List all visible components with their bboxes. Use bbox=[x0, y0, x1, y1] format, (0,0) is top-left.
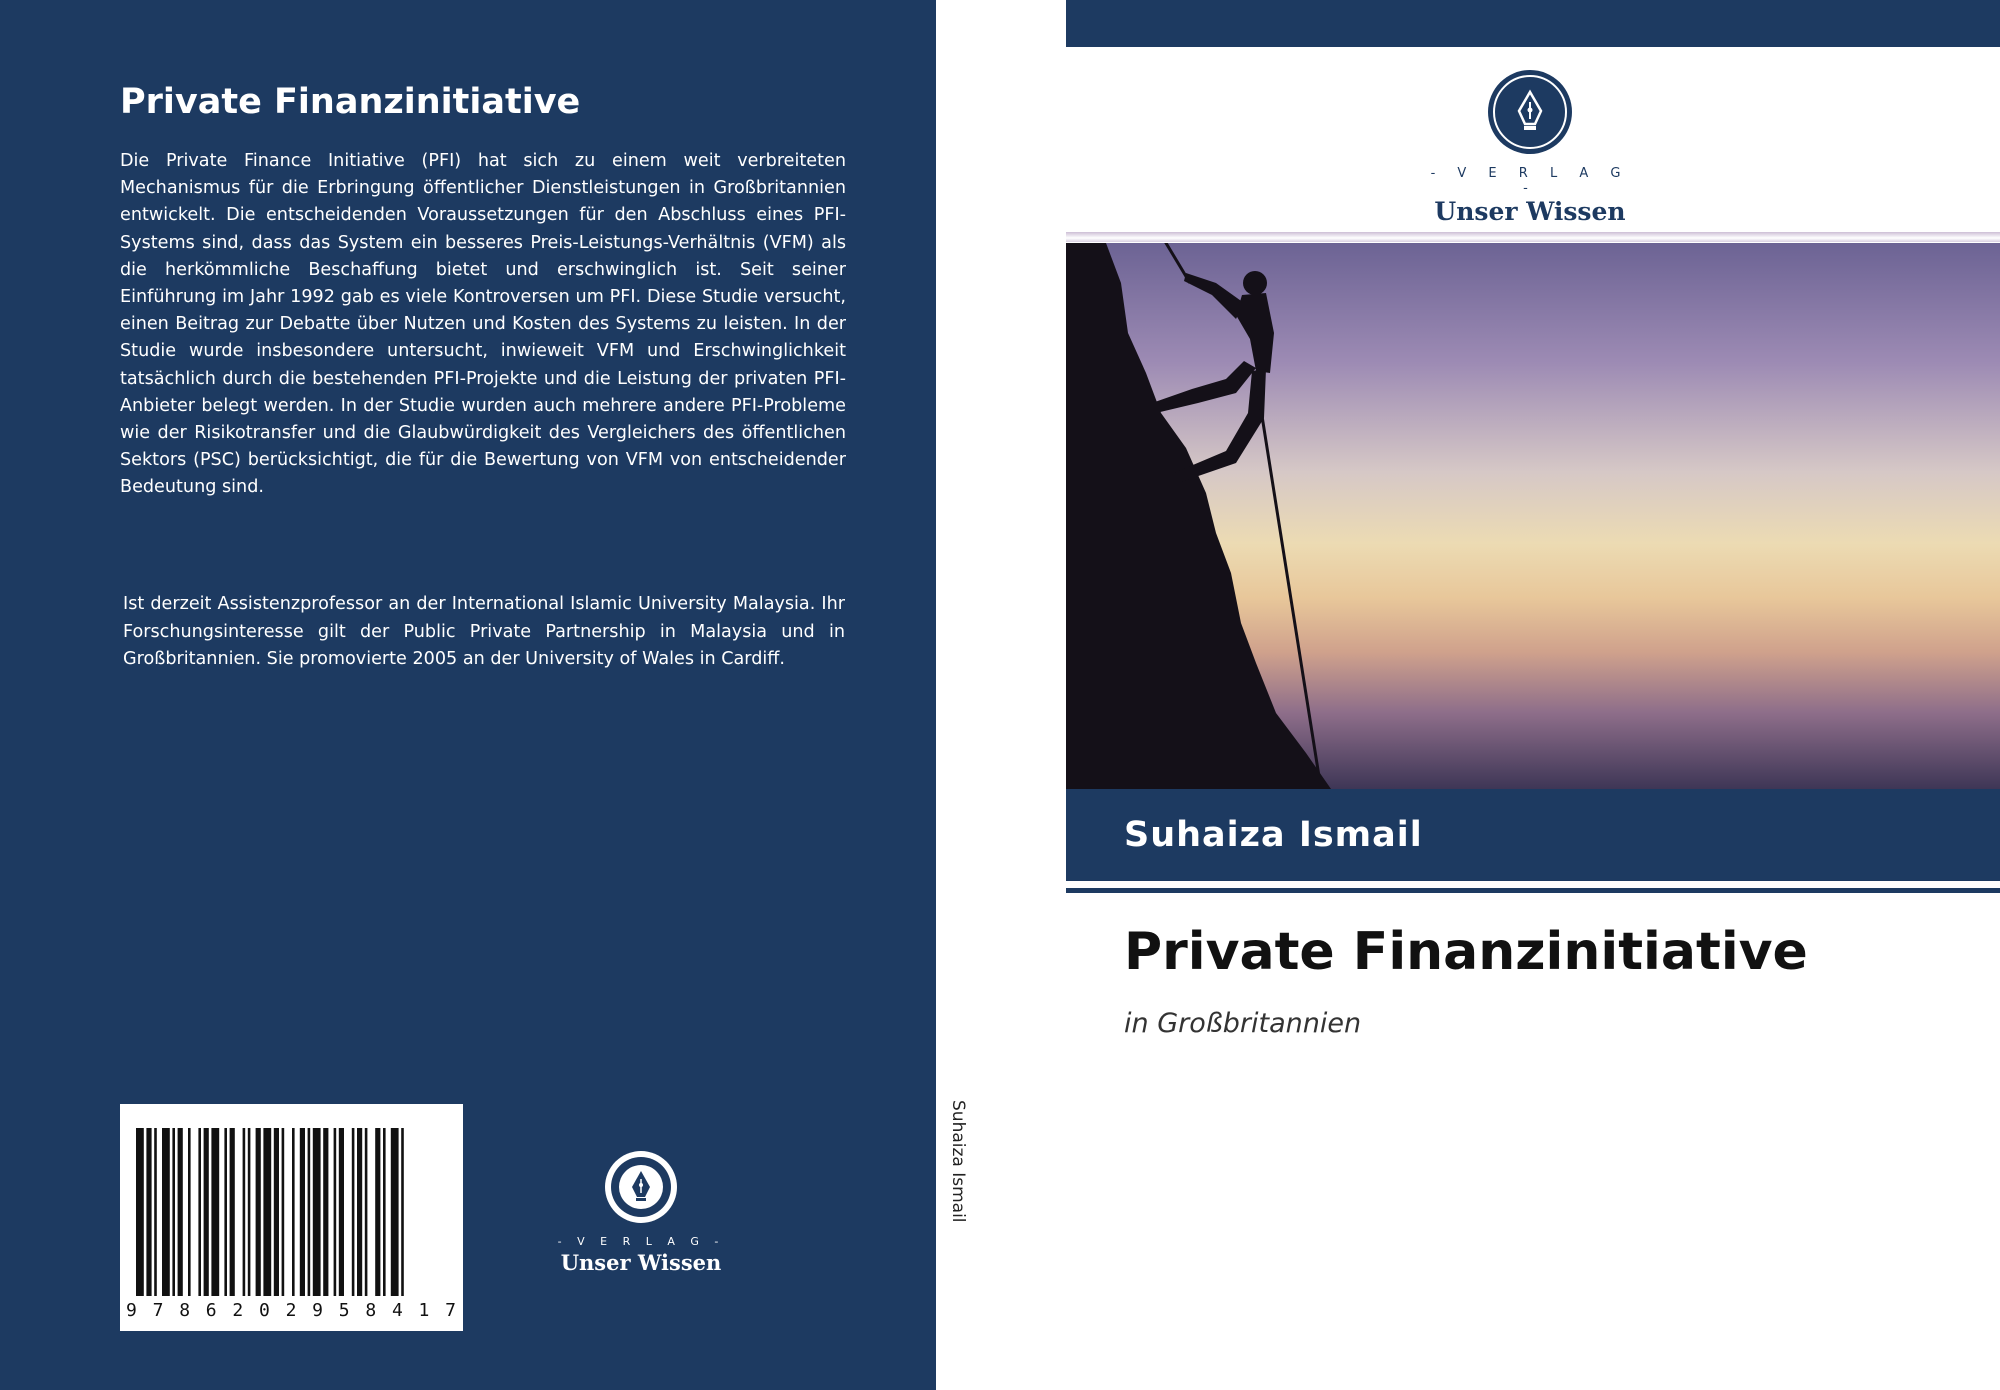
front-cover-title: Private Finanzinitiative bbox=[1124, 922, 1808, 982]
barcode-bar bbox=[300, 1128, 305, 1296]
barcode-bar bbox=[248, 1128, 251, 1296]
barcode-bar bbox=[243, 1128, 246, 1296]
barcode-bar bbox=[313, 1128, 321, 1296]
barcode-bar bbox=[323, 1128, 328, 1296]
barcode-bar bbox=[256, 1128, 261, 1296]
isbn-digit: 6 bbox=[205, 1300, 217, 1321]
author-band bbox=[1066, 789, 2000, 881]
barcode-bar bbox=[198, 1128, 201, 1296]
barcode-bar bbox=[146, 1128, 151, 1296]
isbn-barcode bbox=[120, 1104, 463, 1331]
isbn-digit: 5 bbox=[338, 1300, 350, 1321]
divider-rule bbox=[1066, 888, 2000, 893]
back-cover bbox=[0, 0, 936, 1390]
barcode-bar bbox=[365, 1128, 368, 1296]
isbn-digit: 4 bbox=[391, 1300, 403, 1321]
publisher-logo-front bbox=[1430, 68, 1630, 226]
barcode-bar bbox=[274, 1128, 279, 1296]
barcode-bar bbox=[339, 1128, 344, 1296]
barcode-bar bbox=[352, 1128, 355, 1296]
barcode-bar bbox=[401, 1128, 404, 1296]
isbn-number bbox=[126, 1300, 456, 1321]
publisher-logo-back bbox=[556, 1149, 726, 1275]
spine-author: Suhaiza Ismail bbox=[948, 1100, 968, 1223]
barcode-bar bbox=[154, 1128, 157, 1296]
barcode-bar bbox=[136, 1128, 144, 1296]
isbn-digit: 8 bbox=[179, 1300, 191, 1321]
isbn-digit: 9 bbox=[126, 1300, 137, 1321]
barcode-bar bbox=[391, 1128, 399, 1296]
publisher-name: Unser Wissen bbox=[1434, 197, 1626, 226]
author-bio: Ist derzeit Assistenzprofessor an der International Islamic University Malaysia. Ihr Forschungsinteresse gilt der Public Private Partnership in Malaysia und in Großbritannien. Sie promovierte 2005 an der University of Wales in Cardiff. bbox=[123, 594, 845, 670]
barcode-bar bbox=[204, 1128, 209, 1296]
barcode-bars bbox=[120, 1104, 463, 1331]
barcode-bar bbox=[211, 1128, 219, 1296]
cover-photo bbox=[1066, 243, 2000, 789]
barcode-bar bbox=[224, 1128, 227, 1296]
front-cover bbox=[1066, 0, 2000, 1390]
isbn-digit: 8 bbox=[365, 1300, 377, 1321]
barcode-bar bbox=[383, 1128, 386, 1296]
barcode-bar bbox=[178, 1128, 183, 1296]
isbn-digit: 2 bbox=[285, 1300, 297, 1321]
fountain-pen-nib-icon bbox=[603, 1149, 679, 1225]
barcode-bar bbox=[230, 1128, 235, 1296]
isbn-digit: 0 bbox=[258, 1300, 270, 1321]
isbn-digit: 7 bbox=[152, 1300, 164, 1321]
back-cover-blurb: Die Private Finance Initiative (PFI) hat sich zu einem weit verbreiteten Mechanismus für die Erbringung öffentlicher Dienstleistungen in Großbritannien entwickelt. Die entscheidenden Voraussetzungen für den Abschluss eines PFI-Systems sind, dass das System ein besseres Preis-Leistungs-Verhältnis (VFM) als die herkömmliche Beschaffung bietet und erschwinglich ist. Seit seiner Einführung im Jahr 1992 gab es viele Kontroversen um PFI. Diese Studie versucht, einen Beitrag zur Debatte über Nutzen und Kosten des Systems zu leisten. In der Studie wurde insbesondere untersucht, inwieweit VFM und Erschwinglichkeit tatsächlich durch die bestehenden PFI-Projekte und die Leistung der privaten PFI-Anbieter belegt werden. In der Studie wurden auch mehrere andere PFI-Probleme wie der Risikotransfer und die Glaubwürdigkeit des Vergleichers des öffentlichen Sektors (PSC) berücksichtigt, die für die Bewertung von VFM von entscheidender Bedeutung sind. bbox=[120, 151, 846, 498]
barcode-bar bbox=[263, 1128, 271, 1296]
barcode-bar bbox=[172, 1128, 175, 1296]
barcode-bar bbox=[334, 1128, 337, 1296]
publisher-name: Unser Wissen bbox=[560, 1250, 722, 1275]
top-color-band bbox=[1066, 0, 2000, 47]
climber-silhouette bbox=[1066, 243, 2000, 789]
isbn-digit: 7 bbox=[445, 1300, 456, 1321]
barcode-bar bbox=[357, 1128, 362, 1296]
isbn-digit: 9 bbox=[312, 1300, 323, 1321]
verlag-label: - V E R L A G - bbox=[557, 1235, 725, 1248]
front-cover-subtitle: in Großbritannien bbox=[1124, 1008, 1362, 1039]
isbn-digit: 2 bbox=[232, 1300, 244, 1321]
barcode-bar bbox=[292, 1128, 295, 1296]
barcode-bar bbox=[282, 1128, 285, 1296]
front-author-name: Suhaiza Ismail bbox=[1124, 815, 1423, 855]
fountain-pen-nib-icon bbox=[1486, 68, 1574, 156]
barcode-bar bbox=[188, 1128, 191, 1296]
barcode-bar bbox=[308, 1128, 311, 1296]
barcode-bar bbox=[162, 1128, 170, 1296]
photo-top-stripe bbox=[1066, 232, 2000, 242]
back-cover-title: Private Finanzinitiative bbox=[120, 82, 581, 122]
isbn-digit: 1 bbox=[418, 1300, 430, 1321]
barcode-bar bbox=[375, 1128, 380, 1296]
verlag-label: - V E R L A G - bbox=[1430, 166, 1630, 196]
